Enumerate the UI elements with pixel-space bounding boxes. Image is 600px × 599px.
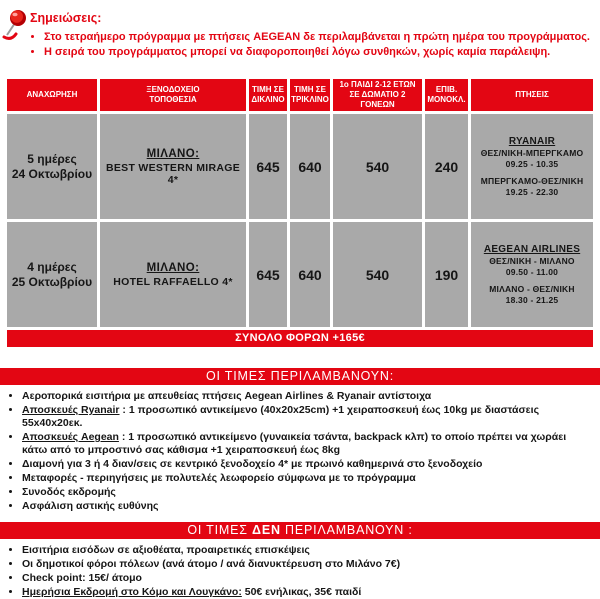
flights-cell: AEGEAN AIRLINES ΘΕΣ/ΝΙΚΗ - ΜΙΛΑΝΟ 09.50 - 11.00 ΜΙΛΑΝΟ - ΘΕΣ/ΝΙΚΗ 18.30 - 21.25 bbox=[471, 222, 593, 327]
price-child-cell: 540 bbox=[333, 114, 422, 219]
prices-exclude-header: ΟΙ ΤΙΜΕΣ ΔΕΝ ΠΕΡΙΛΑΜΒΑΝΟΥΝ : bbox=[0, 522, 600, 539]
include-item: • Διαμονή για 3 ή 4 διαν/σεις σε κεντρικό ξενοδοχείο 4* με πρωινό καθημερινά στο ξενοδοχείο bbox=[22, 458, 590, 471]
price-triple-cell: 640 bbox=[290, 114, 330, 219]
prices-exclude-list bbox=[22, 544, 600, 599]
notes-title: Σημειώσεις: bbox=[30, 11, 102, 25]
col-header-price-double: ΤΙΜΗ ΣΕ ΔΙΚΛΙΝΟ bbox=[249, 79, 287, 111]
include-item: • Αποσκευές Aegean : 1 προσωπικό αντικείμενο (γυναικεία τσάντα, backpack κλπ) το οποίο πρέπει να χωράει κάτω από το μπροστινό σας κάθισμα +1 χειραποσκευή έως 8kg bbox=[22, 431, 590, 457]
include-item: • Μεταφορές - περιηγήσεις με πολυτελές λεωφορείο σύμφωνα με το πρόγραμμα bbox=[22, 472, 590, 485]
col-header-departure: ΑΝΑΧΩΡΗΣΗ bbox=[7, 79, 97, 111]
prices-include-header: ΟΙ ΤΙΜΕΣ ΠΕΡΙΛΑΜΒΑΝΟΥΝ: bbox=[0, 368, 600, 385]
col-header-single-suppl: ΕΠΙΒ. ΜΟΝΟΚΛ. bbox=[425, 79, 468, 111]
airline-name: RYANAIR bbox=[508, 135, 556, 147]
price-triple-cell: 640 bbox=[290, 222, 330, 327]
airline-name: AEGEAN AIRLINES bbox=[483, 243, 581, 255]
col-header-hotel: ΞΕΝΟΔΟΧΕΙΟ ΤΟΠΟΘΕΣΙΑ bbox=[100, 79, 246, 111]
note-item: • Στο τετραήμερο πρόγραμμα με πτήσεις AEGEAN δε περιλαμβάνεται η πρώτη ημέρα του προγράμματος. bbox=[44, 30, 590, 44]
single-supplement-cell: 240 bbox=[425, 114, 468, 219]
departure-cell: 4 ημέρες 25 Οκτωβρίου bbox=[7, 222, 97, 327]
notes-section bbox=[0, 0, 600, 59]
include-item: • Συνοδός εκδρομής bbox=[22, 486, 590, 499]
exclude-item: • Ημερήσια Εκδρομή στο Κόμο και Λουγκάνο: 50€ ενήλικας, 35€ παιδί bbox=[22, 586, 590, 599]
total-taxes-bar: ΣΥΝΟΛΟ ΦΟΡΩΝ +165€ bbox=[7, 330, 593, 347]
col-header-child: 1ο ΠΑΙΔΙ 2-12 ΕΤΩΝ ΣΕ ΔΩΜΑΤΙΟ 2 ΓΟΝΕΩΝ bbox=[333, 79, 422, 111]
price-child-cell: 540 bbox=[333, 222, 422, 327]
table-row bbox=[7, 222, 593, 327]
price-double-cell: 645 bbox=[249, 222, 287, 327]
pushpin-icon bbox=[2, 8, 29, 42]
col-header-price-triple: ΤΙΜΗ ΣΕ ΤΡΙΚΛΙΝΟ bbox=[290, 79, 330, 111]
notes-list bbox=[44, 30, 590, 59]
col-header-flights: ΠΤΗΣΕΙΣ bbox=[471, 79, 593, 111]
flights-cell: RYANAIR ΘΕΣ/ΝΙΚΗ-ΜΠΕΡΓΚΑΜΟ 09.25 - 10.35 ΜΠΕΡΓΚΑΜΟ-ΘΕΣ/ΝΙΚΗ 19.25 - 22.30 bbox=[471, 114, 593, 219]
include-item: • Ασφάλιση αστικής ευθύνης bbox=[22, 500, 590, 513]
exclude-item: • Οι δημοτικοί φόροι πόλεων (ανά άτομο / ανά διανυκτέρευση στο Μιλάνο 7€) bbox=[22, 558, 590, 571]
departure-cell: 5 ημέρες 24 Οκτωβρίου bbox=[7, 114, 97, 219]
note-item: • Η σειρά του προγράμματος μπορεί να διαφοροποιηθεί λόγω συνθηκών, χωρίς καμία παράλειψη. bbox=[44, 45, 590, 59]
single-supplement-cell: 190 bbox=[425, 222, 468, 327]
include-item: • Αποσκευές Ryanair : 1 προσωπικό αντικείμενο (40x20x25cm) +1 χειραποσκευή έως 10kg με διαστάσεις 55x40x20εκ. bbox=[22, 404, 590, 430]
pricing-table bbox=[4, 76, 596, 330]
exclude-item: • Check point: 15€/ άτομο bbox=[22, 572, 590, 585]
include-item: • Αεροπορικά εισιτήρια με απευθείας πτήσεις Aegean Airlines & Ryanair αντίστοιχα bbox=[22, 390, 590, 403]
hotel-cell: ΜΙΛΑΝΟ: HOTEL RAFFAELLO 4* bbox=[100, 222, 246, 327]
prices-include-list bbox=[22, 390, 600, 513]
table-row bbox=[7, 114, 593, 219]
exclude-item: • Εισιτήρια εισόδων σε αξιοθέατα, προαιρετικές επισκέψεις bbox=[22, 544, 590, 557]
price-double-cell: 645 bbox=[249, 114, 287, 219]
hotel-cell: ΜΙΛΑΝΟ: BEST WESTERN MIRAGE 4* bbox=[100, 114, 246, 219]
table-header-row bbox=[7, 79, 593, 111]
